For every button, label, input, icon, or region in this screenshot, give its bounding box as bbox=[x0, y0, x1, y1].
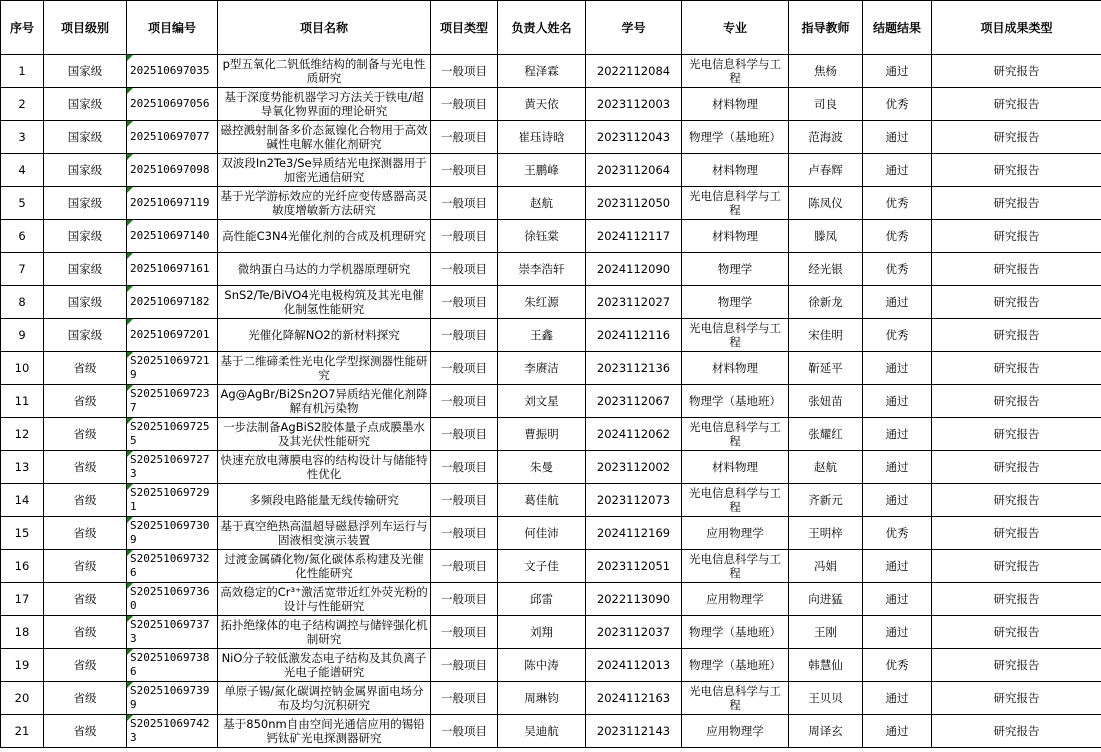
cell-name: 快速充放电薄膜电容的结构设计与储能特性优化 bbox=[218, 451, 431, 484]
cell-result: 通过 bbox=[863, 55, 932, 88]
cell-leader: 周琳钧 bbox=[498, 682, 586, 715]
cell-major: 材料物理 bbox=[682, 220, 789, 253]
cell-code: 202510697182 bbox=[127, 286, 218, 319]
cell-level: 省级 bbox=[44, 550, 127, 583]
cell-name: NiO分子较低激发态电子结构及其负离子光电子能谱研究 bbox=[218, 649, 431, 682]
cell-name: 磁控溅射制备多价态氮镍化合物用于高效碱性电解水催化剂研究 bbox=[218, 121, 431, 154]
cell-major: 光电信息科学与工程 bbox=[682, 55, 789, 88]
header-seq: 序号 bbox=[1, 1, 44, 55]
cell-level: 国家级 bbox=[44, 319, 127, 352]
table-row bbox=[1, 220, 1101, 253]
cell-leader: 朱红源 bbox=[498, 286, 586, 319]
cell-name: 基于真空绝热高温超导磁悬浮列车运行与固液相变演示装置 bbox=[218, 517, 431, 550]
table-row bbox=[1, 55, 1101, 88]
cell-leader: 葛佳航 bbox=[498, 484, 586, 517]
table-body bbox=[1, 55, 1101, 748]
table-row bbox=[1, 352, 1101, 385]
cell-result: 通过 bbox=[863, 484, 932, 517]
cell-output-type: 研究报告 bbox=[932, 88, 1101, 121]
cell-name: 高性能C3N4光催化剂的合成及机理研究 bbox=[218, 220, 431, 253]
cell-advisor: 张妞苗 bbox=[789, 385, 863, 418]
cell-major: 物理学（基地班） bbox=[682, 385, 789, 418]
header-name: 项目名称 bbox=[218, 1, 431, 55]
cell-level: 省级 bbox=[44, 682, 127, 715]
cell-result: 优秀 bbox=[863, 253, 932, 286]
cell-seq: 4 bbox=[1, 154, 44, 187]
cell-code: S202510697255 bbox=[127, 418, 218, 451]
cell-student-id: 2024112116 bbox=[586, 319, 682, 352]
table-row bbox=[1, 88, 1101, 121]
header-result: 结题结果 bbox=[863, 1, 932, 55]
table-row bbox=[1, 187, 1101, 220]
cell-major: 应用物理学 bbox=[682, 583, 789, 616]
cell-type: 一般项目 bbox=[431, 682, 498, 715]
cell-major: 物理学 bbox=[682, 253, 789, 286]
cell-code: S202510697423 bbox=[127, 715, 218, 748]
cell-code: 202510697077 bbox=[127, 121, 218, 154]
cell-student-id: 2024112062 bbox=[586, 418, 682, 451]
cell-major: 光电信息科学与工程 bbox=[682, 187, 789, 220]
cell-level: 省级 bbox=[44, 649, 127, 682]
header-output-type: 项目成果类型 bbox=[932, 1, 1101, 55]
cell-name: Ag@AgBr/Bi2Sn2O7异质结光催化剂降解有机污染物 bbox=[218, 385, 431, 418]
cell-output-type: 研究报告 bbox=[932, 517, 1101, 550]
cell-student-id: 2023112051 bbox=[586, 550, 682, 583]
cell-major: 应用物理学 bbox=[682, 517, 789, 550]
cell-result: 通过 bbox=[863, 418, 932, 451]
cell-leader: 崔珏诗晗 bbox=[498, 121, 586, 154]
cell-student-id: 2024112013 bbox=[586, 649, 682, 682]
cell-advisor: 徐新龙 bbox=[789, 286, 863, 319]
table-row bbox=[1, 583, 1101, 616]
cell-advisor: 焦杨 bbox=[789, 55, 863, 88]
cell-major: 物理学（基地班） bbox=[682, 649, 789, 682]
cell-advisor: 靳延平 bbox=[789, 352, 863, 385]
table-row bbox=[1, 451, 1101, 484]
cell-name: 微纳蛋白马达的力学机器原理研究 bbox=[218, 253, 431, 286]
cell-output-type: 研究报告 bbox=[932, 220, 1101, 253]
cell-advisor: 经光银 bbox=[789, 253, 863, 286]
cell-result: 优秀 bbox=[863, 88, 932, 121]
cell-seq: 19 bbox=[1, 649, 44, 682]
cell-type: 一般项目 bbox=[431, 649, 498, 682]
cell-name: 过渡金属磷化物/氮化碳体系构建及光催化性能研究 bbox=[218, 550, 431, 583]
cell-code: S202510697326 bbox=[127, 550, 218, 583]
cell-code: S202510697273 bbox=[127, 451, 218, 484]
cell-type: 一般项目 bbox=[431, 418, 498, 451]
table-row bbox=[1, 319, 1101, 352]
cell-code: S202510697309 bbox=[127, 517, 218, 550]
cell-seq: 17 bbox=[1, 583, 44, 616]
cell-seq: 10 bbox=[1, 352, 44, 385]
table-row bbox=[1, 154, 1101, 187]
cell-advisor: 滕凤 bbox=[789, 220, 863, 253]
cell-name: 一步法制备AgBiS2胶体量子点成膜墨水及其光伏性能研究 bbox=[218, 418, 431, 451]
cell-leader: 赵航 bbox=[498, 187, 586, 220]
cell-type: 一般项目 bbox=[431, 253, 498, 286]
cell-code: 202510697098 bbox=[127, 154, 218, 187]
table-row bbox=[1, 682, 1101, 715]
cell-seq: 2 bbox=[1, 88, 44, 121]
cell-result: 通过 bbox=[863, 352, 932, 385]
cell-student-id: 2024112169 bbox=[586, 517, 682, 550]
cell-code: 202510697201 bbox=[127, 319, 218, 352]
cell-name: 单原子锡/氮化碳调控钠金属界面电场分布及均匀沉积研究 bbox=[218, 682, 431, 715]
cell-code: S202510697386 bbox=[127, 649, 218, 682]
cell-output-type: 研究报告 bbox=[932, 352, 1101, 385]
header-student-id: 学号 bbox=[586, 1, 682, 55]
cell-seq: 18 bbox=[1, 616, 44, 649]
cell-seq: 14 bbox=[1, 484, 44, 517]
cell-advisor: 韩慧仙 bbox=[789, 649, 863, 682]
cell-type: 一般项目 bbox=[431, 319, 498, 352]
cell-name: 拓扑绝缘体的电子结构调控与储锌强化机制研究 bbox=[218, 616, 431, 649]
cell-output-type: 研究报告 bbox=[932, 616, 1101, 649]
cell-result: 优秀 bbox=[863, 187, 932, 220]
cell-level: 省级 bbox=[44, 583, 127, 616]
cell-advisor: 赵航 bbox=[789, 451, 863, 484]
cell-output-type: 研究报告 bbox=[932, 121, 1101, 154]
cell-leader: 王鹏峰 bbox=[498, 154, 586, 187]
cell-result: 通过 bbox=[863, 286, 932, 319]
cell-student-id: 2023112043 bbox=[586, 121, 682, 154]
cell-seq: 20 bbox=[1, 682, 44, 715]
cell-leader: 崇李浩轩 bbox=[498, 253, 586, 286]
cell-type: 一般项目 bbox=[431, 484, 498, 517]
cell-seq: 11 bbox=[1, 385, 44, 418]
cell-type: 一般项目 bbox=[431, 88, 498, 121]
cell-leader: 刘翔 bbox=[498, 616, 586, 649]
cell-student-id: 2022113090 bbox=[586, 583, 682, 616]
cell-level: 省级 bbox=[44, 484, 127, 517]
cell-leader: 徐钰棠 bbox=[498, 220, 586, 253]
cell-level: 省级 bbox=[44, 352, 127, 385]
cell-type: 一般项目 bbox=[431, 352, 498, 385]
cell-code: S202510697291 bbox=[127, 484, 218, 517]
cell-major: 物理学（基地班） bbox=[682, 121, 789, 154]
cell-major: 光电信息科学与工程 bbox=[682, 550, 789, 583]
header-type: 项目类型 bbox=[431, 1, 498, 55]
cell-student-id: 2023112143 bbox=[586, 715, 682, 748]
cell-result: 通过 bbox=[863, 121, 932, 154]
cell-level: 省级 bbox=[44, 418, 127, 451]
cell-level: 国家级 bbox=[44, 187, 127, 220]
table-row bbox=[1, 517, 1101, 550]
cell-student-id: 2024112163 bbox=[586, 682, 682, 715]
table-row bbox=[1, 253, 1101, 286]
header-level: 项目级别 bbox=[44, 1, 127, 55]
cell-code: 202510697056 bbox=[127, 88, 218, 121]
cell-level: 省级 bbox=[44, 517, 127, 550]
cell-output-type: 研究报告 bbox=[932, 649, 1101, 682]
cell-name: 多频段电路能量无线传输研究 bbox=[218, 484, 431, 517]
cell-leader: 刘文星 bbox=[498, 385, 586, 418]
table-row bbox=[1, 715, 1101, 748]
cell-advisor: 司良 bbox=[789, 88, 863, 121]
cell-advisor: 范海波 bbox=[789, 121, 863, 154]
cell-student-id: 2024112090 bbox=[586, 253, 682, 286]
cell-output-type: 研究报告 bbox=[932, 550, 1101, 583]
cell-major: 材料物理 bbox=[682, 451, 789, 484]
table-row bbox=[1, 121, 1101, 154]
cell-output-type: 研究报告 bbox=[932, 154, 1101, 187]
cell-type: 一般项目 bbox=[431, 550, 498, 583]
cell-name: 基于光学游标效应的光纤应变传感器高灵敏度增敏新方法研究 bbox=[218, 187, 431, 220]
cell-leader: 陈中涛 bbox=[498, 649, 586, 682]
cell-leader: 曹振明 bbox=[498, 418, 586, 451]
cell-leader: 程泽霖 bbox=[498, 55, 586, 88]
cell-advisor: 齐新元 bbox=[789, 484, 863, 517]
cell-seq: 8 bbox=[1, 286, 44, 319]
cell-name: 基于850nm自由空间光通信应用的锡铅钙钛矿光电探测器研究 bbox=[218, 715, 431, 748]
cell-major: 材料物理 bbox=[682, 88, 789, 121]
table-row bbox=[1, 550, 1101, 583]
cell-name: p型五氧化二钒低维结构的制备与光电性质研究 bbox=[218, 55, 431, 88]
cell-result: 通过 bbox=[863, 715, 932, 748]
header-row bbox=[1, 1, 1101, 55]
cell-output-type: 研究报告 bbox=[932, 253, 1101, 286]
cell-advisor: 宋佳明 bbox=[789, 319, 863, 352]
cell-output-type: 研究报告 bbox=[932, 385, 1101, 418]
cell-major: 光电信息科学与工程 bbox=[682, 319, 789, 352]
cell-advisor: 陈凤仪 bbox=[789, 187, 863, 220]
cell-student-id: 2023112002 bbox=[586, 451, 682, 484]
cell-type: 一般项目 bbox=[431, 451, 498, 484]
cell-student-id: 2023112136 bbox=[586, 352, 682, 385]
cell-code: S202510697399 bbox=[127, 682, 218, 715]
cell-output-type: 研究报告 bbox=[932, 286, 1101, 319]
cell-major: 光电信息科学与工程 bbox=[682, 484, 789, 517]
cell-level: 省级 bbox=[44, 385, 127, 418]
cell-seq: 21 bbox=[1, 715, 44, 748]
cell-leader: 邱雷 bbox=[498, 583, 586, 616]
cell-level: 国家级 bbox=[44, 253, 127, 286]
cell-major: 应用物理学 bbox=[682, 715, 789, 748]
cell-major: 物理学（基地班） bbox=[682, 616, 789, 649]
cell-student-id: 2022112084 bbox=[586, 55, 682, 88]
cell-result: 通过 bbox=[863, 385, 932, 418]
cell-leader: 文子佳 bbox=[498, 550, 586, 583]
cell-seq: 15 bbox=[1, 517, 44, 550]
cell-seq: 9 bbox=[1, 319, 44, 352]
cell-code: 202510697119 bbox=[127, 187, 218, 220]
cell-code: S202510697219 bbox=[127, 352, 218, 385]
cell-result: 优秀 bbox=[863, 319, 932, 352]
cell-code: S202510697360 bbox=[127, 583, 218, 616]
cell-result: 优秀 bbox=[863, 649, 932, 682]
cell-type: 一般项目 bbox=[431, 286, 498, 319]
cell-output-type: 研究报告 bbox=[932, 451, 1101, 484]
cell-leader: 何佳沛 bbox=[498, 517, 586, 550]
cell-output-type: 研究报告 bbox=[932, 682, 1101, 715]
cell-major: 物理学 bbox=[682, 286, 789, 319]
table-row bbox=[1, 385, 1101, 418]
cell-leader: 吴迪航 bbox=[498, 715, 586, 748]
cell-advisor: 张耀红 bbox=[789, 418, 863, 451]
cell-student-id: 2023112027 bbox=[586, 286, 682, 319]
cell-code: 202510697035 bbox=[127, 55, 218, 88]
table-row bbox=[1, 286, 1101, 319]
cell-output-type: 研究报告 bbox=[932, 418, 1101, 451]
header-leader: 负责人姓名 bbox=[498, 1, 586, 55]
cell-advisor: 卢春辉 bbox=[789, 154, 863, 187]
cell-code: S202510697373 bbox=[127, 616, 218, 649]
cell-major: 光电信息科学与工程 bbox=[682, 682, 789, 715]
cell-result: 优秀 bbox=[863, 220, 932, 253]
cell-name: 基于二维碲柔性光电化学型探测器性能研究 bbox=[218, 352, 431, 385]
cell-type: 一般项目 bbox=[431, 220, 498, 253]
cell-result: 通过 bbox=[863, 154, 932, 187]
cell-output-type: 研究报告 bbox=[932, 484, 1101, 517]
cell-level: 国家级 bbox=[44, 220, 127, 253]
cell-student-id: 2023112003 bbox=[586, 88, 682, 121]
cell-type: 一般项目 bbox=[431, 517, 498, 550]
cell-result: 通过 bbox=[863, 682, 932, 715]
table-row bbox=[1, 484, 1101, 517]
cell-advisor: 向进猛 bbox=[789, 583, 863, 616]
cell-seq: 1 bbox=[1, 55, 44, 88]
cell-name: 光催化降解NO2的新材料探究 bbox=[218, 319, 431, 352]
cell-level: 省级 bbox=[44, 715, 127, 748]
cell-advisor: 王贝贝 bbox=[789, 682, 863, 715]
cell-seq: 13 bbox=[1, 451, 44, 484]
cell-major: 材料物理 bbox=[682, 352, 789, 385]
cell-major: 材料物理 bbox=[682, 154, 789, 187]
cell-output-type: 研究报告 bbox=[932, 319, 1101, 352]
cell-leader: 朱曼 bbox=[498, 451, 586, 484]
cell-student-id: 2023112067 bbox=[586, 385, 682, 418]
cell-name: 双波段In2Te3/Se异质结光电探测器用于加密光通信研究 bbox=[218, 154, 431, 187]
cell-level: 国家级 bbox=[44, 121, 127, 154]
cell-result: 通过 bbox=[863, 451, 932, 484]
cell-type: 一般项目 bbox=[431, 715, 498, 748]
cell-seq: 6 bbox=[1, 220, 44, 253]
cell-name: SnS2/Te/BiVO4光电极构筑及其光电催化制氢性能研究 bbox=[218, 286, 431, 319]
cell-leader: 王鑫 bbox=[498, 319, 586, 352]
cell-student-id: 2024112117 bbox=[586, 220, 682, 253]
cell-major: 光电信息科学与工程 bbox=[682, 418, 789, 451]
cell-level: 国家级 bbox=[44, 154, 127, 187]
cell-code: 202510697161 bbox=[127, 253, 218, 286]
cell-result: 通过 bbox=[863, 583, 932, 616]
header-major: 专业 bbox=[682, 1, 789, 55]
cell-result: 通过 bbox=[863, 550, 932, 583]
cell-level: 国家级 bbox=[44, 286, 127, 319]
cell-seq: 7 bbox=[1, 253, 44, 286]
cell-advisor: 王刚 bbox=[789, 616, 863, 649]
cell-output-type: 研究报告 bbox=[932, 55, 1101, 88]
cell-type: 一般项目 bbox=[431, 187, 498, 220]
cell-level: 省级 bbox=[44, 451, 127, 484]
cell-leader: 李赓洁 bbox=[498, 352, 586, 385]
cell-advisor: 冯娟 bbox=[789, 550, 863, 583]
cell-code: 202510697140 bbox=[127, 220, 218, 253]
cell-seq: 5 bbox=[1, 187, 44, 220]
cell-type: 一般项目 bbox=[431, 583, 498, 616]
table-row bbox=[1, 616, 1101, 649]
table-row bbox=[1, 418, 1101, 451]
cell-leader: 黄天依 bbox=[498, 88, 586, 121]
cell-type: 一般项目 bbox=[431, 616, 498, 649]
cell-seq: 12 bbox=[1, 418, 44, 451]
cell-type: 一般项目 bbox=[431, 55, 498, 88]
cell-result: 通过 bbox=[863, 616, 932, 649]
cell-student-id: 2023112037 bbox=[586, 616, 682, 649]
cell-type: 一般项目 bbox=[431, 154, 498, 187]
cell-code: S202510697237 bbox=[127, 385, 218, 418]
header-advisor: 指导教师 bbox=[789, 1, 863, 55]
cell-level: 省级 bbox=[44, 616, 127, 649]
cell-level: 国家级 bbox=[44, 55, 127, 88]
cell-level: 国家级 bbox=[44, 88, 127, 121]
cell-advisor: 周译玄 bbox=[789, 715, 863, 748]
cell-advisor: 王明梓 bbox=[789, 517, 863, 550]
cell-output-type: 研究报告 bbox=[932, 715, 1101, 748]
cell-type: 一般项目 bbox=[431, 121, 498, 154]
table-row bbox=[1, 649, 1101, 682]
cell-output-type: 研究报告 bbox=[932, 583, 1101, 616]
cell-name: 高效稳定的Cr³⁺激活宽带近红外荧光粉的设计与性能研究 bbox=[218, 583, 431, 616]
cell-name: 基于深度势能机器学习方法关于铁电/超导氧化物界面的理论研究 bbox=[218, 88, 431, 121]
cell-student-id: 2023112050 bbox=[586, 187, 682, 220]
cell-seq: 3 bbox=[1, 121, 44, 154]
cell-seq: 16 bbox=[1, 550, 44, 583]
header-code: 项目编号 bbox=[127, 1, 218, 55]
cell-student-id: 2023112073 bbox=[586, 484, 682, 517]
cell-result: 优秀 bbox=[863, 517, 932, 550]
cell-output-type: 研究报告 bbox=[932, 187, 1101, 220]
cell-student-id: 2023112064 bbox=[586, 154, 682, 187]
cell-type: 一般项目 bbox=[431, 385, 498, 418]
